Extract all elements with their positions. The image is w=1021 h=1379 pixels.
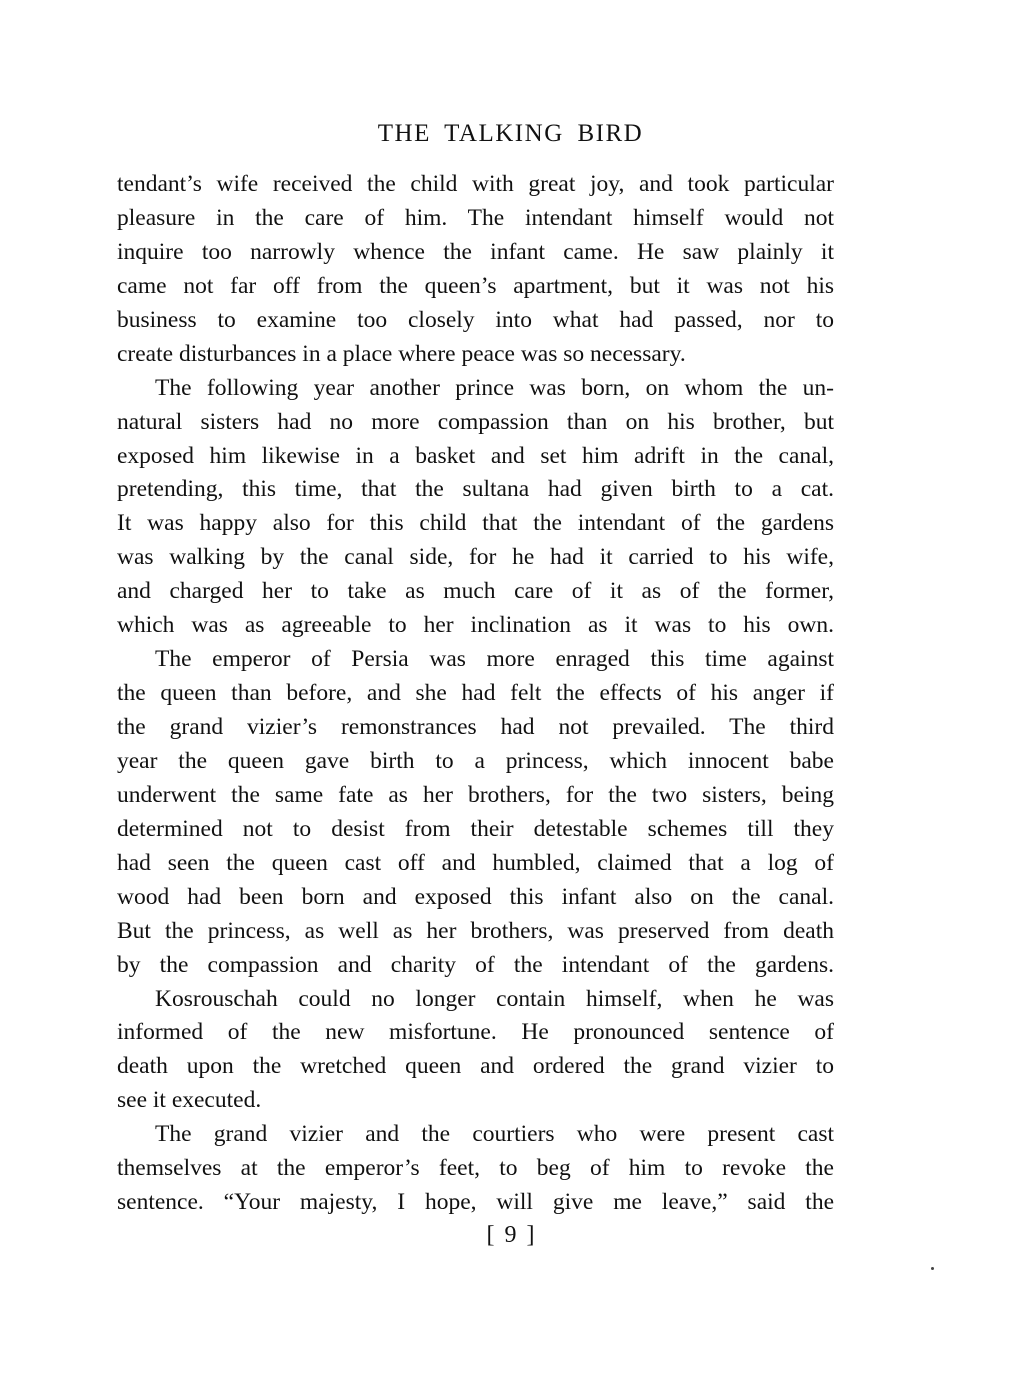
page-number: [ 9 ] [486, 1222, 535, 1248]
text-line: exposed him likewise in a basket and set him adrift in the canal, [117, 442, 834, 469]
text-line: themselves at the emperor’s feet, to beg of him to revoke the [117, 1155, 834, 1182]
text-line: and charged her to take as much care of it as of the former, [117, 578, 834, 605]
text-line: pleasure in the care of him. The intendant himself would not [117, 204, 834, 231]
text-line: natural sisters had no more compassion than on his brother, but [117, 408, 834, 435]
text-line: business to examine too closely into what had passed, nor to [117, 306, 834, 333]
paragraph-start-line: Kosrouschah could no longer contain himself, when he was [155, 985, 834, 1012]
text-line: year the queen gave birth to a princess, which innocent babe [117, 747, 834, 774]
text-line: pretending, this time, that the sultana had given birth to a cat. [117, 476, 834, 503]
text-line: had seen the queen cast off and humbled, claimed that a log of [117, 849, 834, 876]
text-line: was walking by the canal side, for he had it carried to his wife, [117, 544, 834, 571]
text-line: It was happy also for this child that the intendant of the gardens [117, 510, 834, 537]
paragraph-start-line: The emperor of Persia was more enraged this time against [155, 646, 834, 673]
text-line: determined not to desist from their detestable schemes till they [117, 815, 834, 842]
text-line: death upon the wretched queen and ordered the grand vizier to [117, 1053, 834, 1080]
text-line: which was as agreeable to her inclination as it was to his own. [117, 612, 834, 639]
text-line: came not far off from the queen’s apartment, but it was not his [117, 272, 834, 299]
text-line: informed of the new misfortune. He pronounced sentence of [117, 1019, 834, 1046]
text-line: underwent the same fate as her brothers, for the two sisters, being [117, 781, 834, 808]
paragraph-start-line: The following year another prince was born, on whom the un- [155, 374, 834, 401]
running-head: THE TALKING BIRD [377, 120, 644, 147]
text-line: tendant’s wife received the child with great joy, and took particular [117, 171, 834, 197]
text-line: But the princess, as well as her brothers, was preserved from death [117, 917, 834, 944]
text-line: by the compassion and charity of the intendant of the gardens. [117, 951, 834, 978]
text-line: sentence. “Your majesty, I hope, will give me leave,” said the [117, 1189, 834, 1216]
text-line: inquire too narrowly whence the infant came. He saw plainly it [117, 238, 834, 265]
paragraph-start-line: The grand vizier and the courtiers who were present cast [155, 1121, 834, 1148]
scan-speck [931, 1267, 934, 1270]
body-text [117, 168, 834, 1220]
text-line: the grand vizier’s remonstrances had not prevailed. The third [117, 714, 834, 740]
text-line: see it executed. [117, 1087, 262, 1114]
text-line: the queen than before, and she had felt the effects of his anger if [117, 680, 834, 707]
text-line: create disturbances in a place where peace was so necessary. [117, 340, 686, 367]
text-line: wood had been born and exposed this infant also on the canal. [117, 883, 834, 910]
